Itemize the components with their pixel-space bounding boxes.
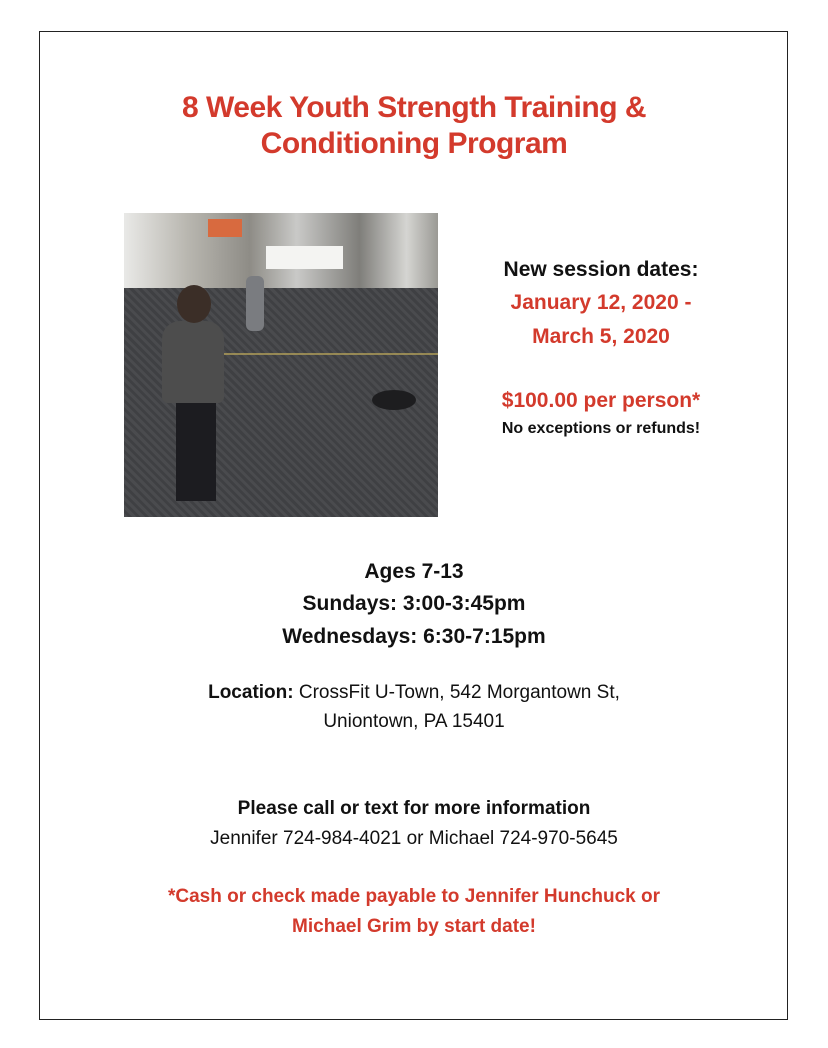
gym-photo [124, 213, 438, 517]
payment-line-1: *Cash or check made payable to Jennifer Hunchuck or [167, 886, 661, 907]
title-line-2: Conditioning Program [260, 127, 568, 160]
wednesdays-time: Wednesdays: 6:30-7:15pm [282, 625, 546, 648]
location-label: Location: [208, 682, 294, 703]
location-city: Uniontown, PA 15401 [323, 711, 505, 732]
contact-phones: Jennifer 724-984-4021 or Michael 724-970-5645 [210, 828, 618, 849]
payment-line-2: Michael Grim by start date! [292, 916, 536, 937]
title-line-1: 8 Week Youth Strength Training & [181, 91, 647, 124]
page-border [39, 31, 788, 1020]
contact-heading: Please call or text for more information [237, 798, 591, 819]
location [0, 682, 828, 704]
page-title [0, 90, 828, 162]
session-start-date: January 12, 2020 - [510, 291, 692, 314]
location-address: CrossFit U-Town, 542 Morgantown St, [293, 682, 620, 703]
refund-note: No exceptions or refunds! [501, 420, 701, 437]
price: $100.00 per person* [501, 389, 701, 412]
sundays-time: Sundays: 3:00-3:45pm [302, 592, 526, 615]
ages: Ages 7-13 [364, 560, 464, 583]
session-end-date: March 5, 2020 [532, 325, 670, 348]
session-heading: New session dates: [503, 258, 699, 281]
